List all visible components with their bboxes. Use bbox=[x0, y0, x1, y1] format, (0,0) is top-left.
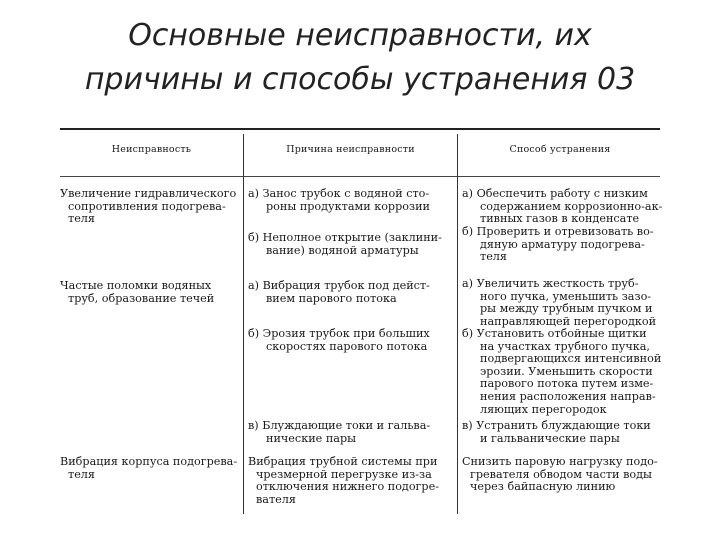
cause-cell-1a bbox=[248, 188, 430, 213]
title-line-2: причины и способы устранения 03 bbox=[84, 62, 636, 97]
fault-line: труб, образование течей bbox=[68, 291, 215, 305]
remedy-line: гревателя обводом части воды bbox=[470, 467, 652, 481]
remedy-line: через байпасную линию bbox=[470, 480, 616, 494]
remedy-line: и гальванические пары bbox=[480, 431, 620, 445]
faults-table bbox=[60, 128, 662, 520]
remedy-cell-1a bbox=[462, 188, 662, 226]
slide-title bbox=[0, 14, 720, 102]
remedy-line: эрозии. Уменьшить скорости bbox=[480, 364, 653, 378]
header-cause: Причина неисправности bbox=[286, 144, 415, 155]
remedy-line: в) Устранить блуждающие токи bbox=[462, 419, 651, 432]
remedy-line: направляющей перегородкой bbox=[480, 314, 657, 328]
fault-cell-2 bbox=[60, 280, 214, 305]
remedy-cell-2a bbox=[462, 278, 656, 328]
header-rule bbox=[60, 176, 660, 177]
cause-line: роны продуктами коррозии bbox=[266, 199, 431, 213]
header-remedy: Способ устранения bbox=[509, 144, 611, 155]
cause-line: вателя bbox=[256, 492, 296, 506]
cause-line: скоростях парового потока bbox=[266, 339, 428, 353]
fault-cell-1 bbox=[60, 188, 236, 226]
column-divider-2 bbox=[457, 134, 458, 514]
remedy-line: тивных газов в конденсате bbox=[480, 212, 640, 226]
cause-cell-2b bbox=[248, 328, 430, 353]
fault-line: теля bbox=[68, 212, 95, 226]
cause-line: а) Занос трубок с водяной сто- bbox=[248, 187, 430, 200]
remedy-line: б) Установить отбойные щитки bbox=[462, 327, 647, 340]
remedy-line: дяную арматуру подогрева- bbox=[480, 237, 645, 251]
fault-line: Частые поломки водяных bbox=[60, 279, 212, 292]
cause-line: чрезмерной перегрузке из-за bbox=[256, 467, 432, 481]
remedy-cell-2b bbox=[462, 328, 661, 416]
cause-line: отключения нижнего подогре- bbox=[256, 480, 439, 494]
remedy-cell-2c bbox=[462, 420, 651, 445]
cause-line: б) Эрозия трубок при больших bbox=[248, 327, 430, 340]
cause-line: нические пары bbox=[266, 431, 357, 445]
cause-line: в) Блуждающие токи и гальва- bbox=[248, 419, 431, 432]
cause-line: вание) водяной арматуры bbox=[266, 243, 419, 257]
remedy-line: ры между трубным пучком и bbox=[480, 302, 653, 316]
fault-line: сопротивления подогрева- bbox=[68, 199, 226, 213]
cause-cell-1b bbox=[248, 232, 442, 257]
cause-line: а) Вибрация трубок под дейст- bbox=[248, 279, 430, 292]
remedy-cell-3 bbox=[462, 456, 658, 494]
cause-line: Вибрация трубной системы при bbox=[248, 455, 438, 468]
remedy-line: на участках трубного пучка, bbox=[480, 339, 650, 353]
remedy-line: а) Увеличить жесткость труб- bbox=[462, 277, 639, 290]
remedy-line: подвергающихся интенсивной bbox=[480, 352, 662, 366]
cause-line: б) Неполное открытие (заклини- bbox=[248, 231, 442, 244]
cause-line: вием парового потока bbox=[266, 291, 397, 305]
remedy-line: а) Обеспечить работу с низким bbox=[462, 187, 648, 200]
fault-cell-3 bbox=[60, 456, 237, 481]
title-line-1: Основные неисправности, их bbox=[128, 18, 592, 53]
remedy-line: парового потока путем изме- bbox=[480, 377, 654, 391]
fault-line: теля bbox=[68, 467, 95, 481]
remedy-line: содержанием коррозионно-ак- bbox=[480, 199, 663, 213]
remedy-line: ного пучка, уменьшить зазо- bbox=[480, 289, 652, 303]
remedy-line: теля bbox=[480, 250, 507, 264]
remedy-line: Снизить паровую нагрузку подо- bbox=[462, 455, 658, 468]
remedy-line: ляющих перегородок bbox=[480, 402, 607, 416]
cause-cell-3 bbox=[248, 456, 439, 506]
cause-cell-2c bbox=[248, 420, 430, 445]
remedy-line: нения расположения направ- bbox=[480, 389, 656, 403]
table-top-rule bbox=[60, 128, 660, 130]
header-fault: Неисправность bbox=[111, 144, 192, 155]
remedy-cell-1b bbox=[462, 226, 654, 264]
fault-line: Вибрация корпуса подогрева- bbox=[60, 455, 238, 468]
remedy-line: б) Проверить и отревизовать во- bbox=[462, 225, 654, 238]
fault-line: Увеличение гидравлического bbox=[60, 187, 237, 200]
column-divider-1 bbox=[243, 134, 244, 514]
cause-cell-2a bbox=[248, 280, 430, 305]
